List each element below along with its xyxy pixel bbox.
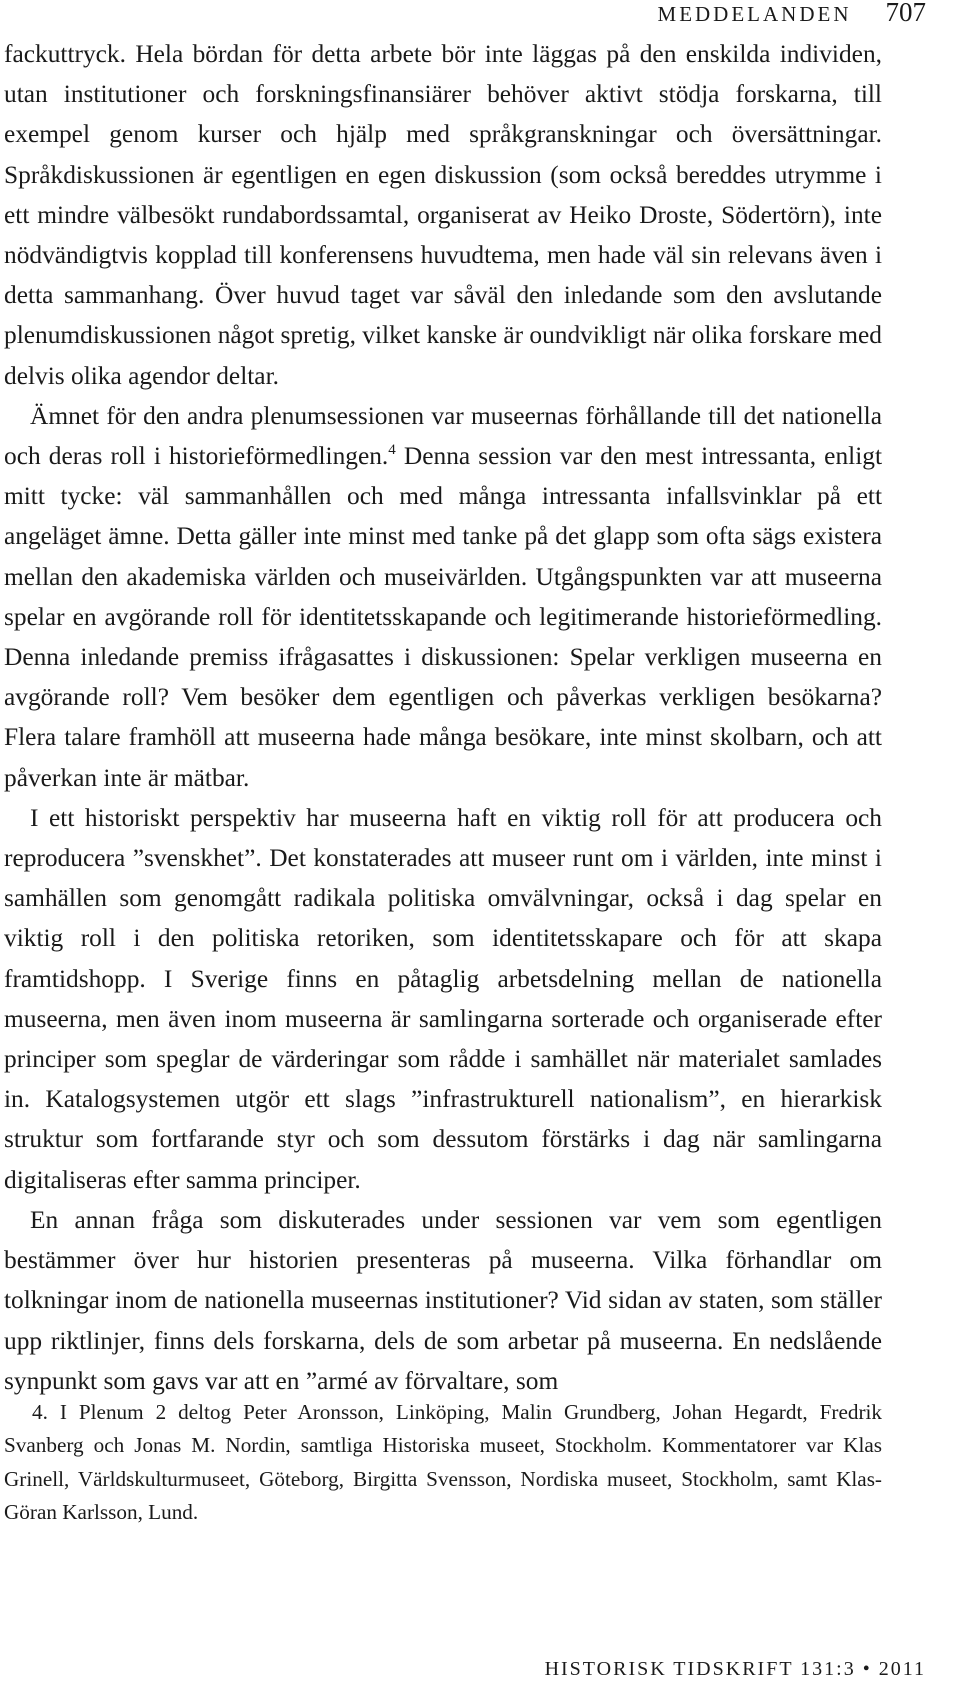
footnote-reference[interactable]: 4 (388, 442, 396, 459)
running-footer: HISTORISK TIDSKRIFT 131:3 • 2011 (544, 1658, 926, 1680)
paragraph-4 (4, 1200, 882, 1401)
paragraph-3-text: I ett historiskt perspektiv har museerna haft en viktig roll för att producera och reproducera ”svenskhet”. Det konstaterades att museer runt om i världen, inte minst i samhällen som genomgått radikala politiska omvälvningar, också i dag spelar en viktig roll i den politiska retoriken, som identitetsskapare och för att skapa framtidshopp. I Sverige finns en påtaglig arbetsdelning mellan de nationella museerna, men även inom museerna är samlingarna sorterade och organiserade efter principer som speglar de värderingar som rådde i samhället när materialet samlades in. Katalogsystemen utgör ett slags ”infrastrukturell nationalism”, en hierarkisk struktur som fortfarande styr och som dessutom förstärks i dag när samlingarna digitaliseras efter samma principer. (4, 803, 882, 1194)
page-number: 707 (885, 0, 926, 27)
paragraph-2-text-a: Ämnet för den andra plenumsessionen var museernas förhållande till det nationella och deras roll i historieförmedlingen. (4, 401, 882, 471)
paragraph-1 (4, 34, 882, 396)
paragraph-1-text: fackuttryck. Hela bördan för detta arbete bör inte läggas på den enskilda individen, utan institutioner och forskningsfinansiärer behöver aktivt stödja forskarna, till exempel genom kurser och hjälp med språkgranskningar och översättningar. Språkdiskussionen är egentligen en egen diskussion (som också bereddes utrymme i ett mindre välbesökt rundabordssamtal, organiserat av Heiko Droste, Södertörn), inte nödvändigtvis kopplad till konferensens huvudtema, men hade väl sin relevans även i detta sammanhang. Över huvud taget var såväl den inledande som den avslutande plenumdiskussionen något spretig, vilket kanske är oundvikligt när olika forskare med delvis olika agendor deltar. (4, 40, 882, 390)
paragraph-2 (4, 396, 882, 798)
section-title: MEDDELANDEN (657, 2, 852, 26)
footnote-text: 4. I Plenum 2 deltog Peter Aronsson, Linköping, Malin Grundberg, Johan Hegardt, Fredrik Svanberg och Jonas M. Nordin, samtliga Historiska museet, Stockholm. Kommentatorer var Klas Grinell, Världskulturmuseet, Göteborg, Birgitta Svensson, Nordiska museet, Stockholm, samt Klas-Göran Karlsson, Lund. (4, 1400, 882, 1525)
footnote (4, 1396, 882, 1530)
paragraph-3 (4, 798, 882, 1200)
paragraph-4-text: En annan fråga som diskuterades under sessionen var vem som egentligen bestämmer över hur historien presenteras på museerna. Vilka förhandlar om tolkningar inom de nationella museernas institutioner? Vid sidan av staten, som ställer upp riktlinjer, finns dels forskarna, dels de som arbetar på museerna. En nedslående synpunkt som gavs var att en ”armé av förvaltare, som (4, 1205, 882, 1395)
body-text (4, 34, 882, 1401)
paragraph-2-text-b: Denna session var den mest intressanta, enligt mitt tycke: väl sammanhållen och med många intressanta infallsvinklar på ett angeläget ämne. Detta gäller inte minst med tanke på det glapp som ofta sägs existera mellan den akademiska världen och museivärlden. Utgångspunkten var att museerna spelar en avgörande roll för identitetsskapande och legitimerande historieförmedling. Denna inledande premiss ifrågasattes i diskussionen: Spelar verkligen museerna en avgörande roll? Vem besöker dem egentligen och påverkas verkligen besökarna? Flera talare framhöll att museerna hade många besökare, inte minst skolbarn, och att påverkan inte är mätbar. (4, 442, 883, 792)
